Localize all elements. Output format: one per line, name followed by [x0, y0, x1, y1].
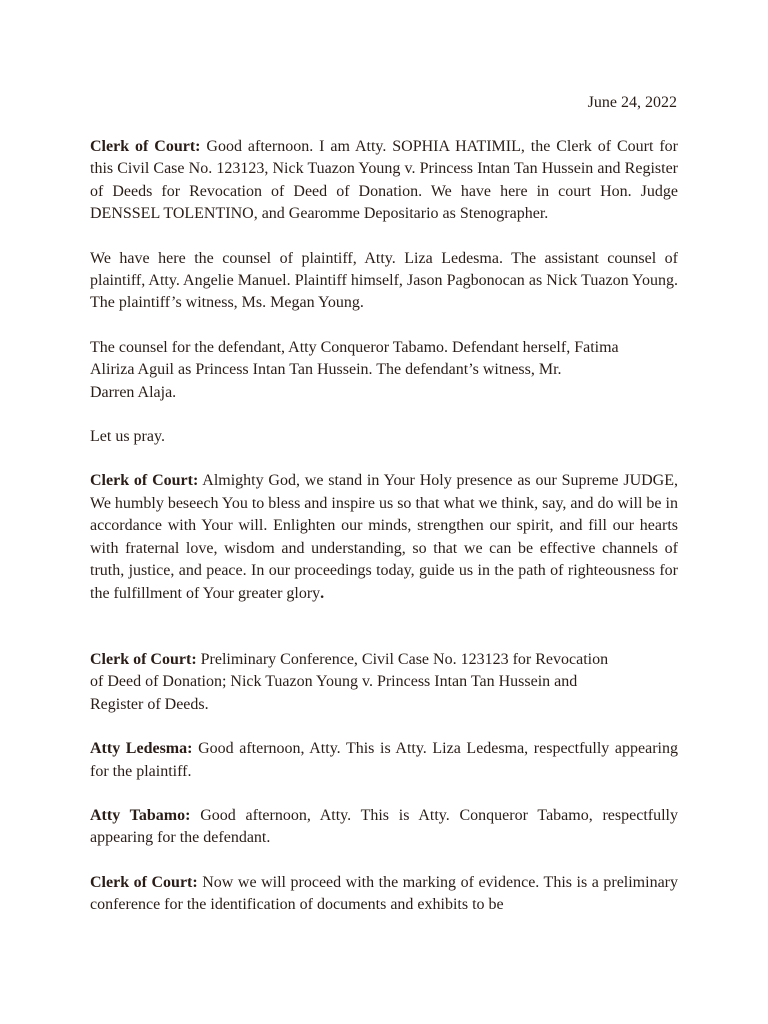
transcript-body [90, 136, 678, 917]
paragraph-line: Register of Deeds. [90, 695, 209, 713]
speaker-label: Clerk of Court: [90, 138, 201, 155]
speaker-label: Atty Ledesma: [90, 740, 193, 758]
paragraph-marking-evidence [90, 872, 678, 917]
paragraph-line: The counsel for the defendant, Atty Conqueror Tabamo. Defendant herself, Fatima [90, 338, 619, 356]
paragraph-prayer [90, 470, 678, 604]
speaker-label: Clerk of Court: [90, 472, 199, 490]
paragraph-preliminary-conference [90, 649, 678, 716]
speaker-label: Atty Tabamo: [90, 806, 191, 824]
paragraph-text: Good afternoon, Atty. This is Atty. Liza Ledesma, respectfully appearing for the plaintiff. [90, 740, 678, 780]
speaker-label: Clerk of Court: [90, 873, 198, 891]
paragraph-text: We have here the counsel of plaintiff, Atty. Liza Ledesma. The assistant counsel of plaintiff, Atty. Angelie Manuel. Plaintiff himself, Jason Pagbonocan as Nick Tuazon Young. The plaintiff’s witness, Ms. Megan Young. [90, 249, 678, 312]
paragraph-end: . [320, 584, 325, 602]
paragraph-text: Now we will proceed with the marking of evidence. This is a preliminary conference for the identification of documents and exhibits to be [90, 873, 679, 914]
paragraph-text: Good afternoon, Atty. This is Atty. Conqueror Tabamo, respectfully appearing for the defendant. [90, 806, 679, 847]
paragraph-line: Darren Alaja. [90, 383, 177, 401]
paragraph-line: Aliriza Aguil as Princess Intan Tan Hussein. The defendant’s witness, Mr. [90, 361, 562, 379]
paragraph-line [90, 649, 678, 671]
document-date: June 24, 2022 [587, 94, 677, 111]
paragraph-text: Let us pray. [90, 428, 165, 446]
paragraph-ledesma-appearance [90, 738, 678, 783]
paragraph-defendant-counsel [90, 337, 678, 404]
paragraph-let-us-pray [90, 426, 678, 448]
paragraph-line: of Deed of Donation; Nick Tuazon Young v. Princess Intan Tan Hussein and [90, 673, 578, 691]
speaker-label: Clerk of Court: [90, 650, 197, 668]
paragraph-plaintiff-counsel [90, 248, 678, 315]
paragraph-clerk-intro [90, 136, 678, 226]
paragraph-text: Preliminary Conference, Civil Case No. 123123 for Revocation [196, 650, 609, 668]
paragraph-text: Good afternoon. I am Atty. SOPHIA HATIMIL, the Clerk of Court for this Civil Case No. 123123, Nick Tuazon Young v. Princess Intan Tan Hussein and Register of Deeds for Revocation of Deed of Donation. We have here in court Hon. Judge DENSSEL TOLENTINO, and Gearomme Depositario as Stenographer. [90, 138, 678, 223]
paragraph-text: Almighty God, we stand in Your Holy presence as our Supreme JUDGE, We humbly beseech You to bless and inspire us so that what we think, say, and do will be in accordance with Your will. Enlighten our minds, strengthen our spirit, and fill our hearts with fraternal love, wisdom and understanding, so that we can be effective channels of truth, justice, and peace. In our proceedings today, guide us in the path of righteousness for the fulfillment of Your greater glory [90, 472, 679, 602]
paragraph-tabamo-appearance [90, 805, 678, 850]
